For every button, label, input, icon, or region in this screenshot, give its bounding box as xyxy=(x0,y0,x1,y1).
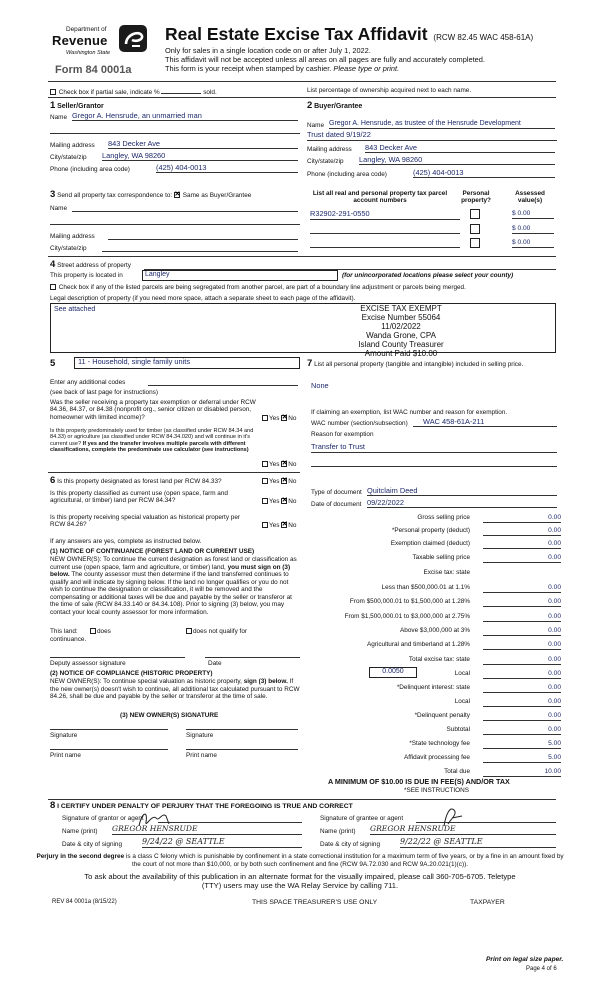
historic-q-text: Is this property receiving special valuation as historical property per RCW 84.26? xyxy=(50,514,241,529)
perjury-bold: Perjury in the second degree xyxy=(36,853,125,860)
sec3-rule xyxy=(48,256,556,257)
timber-yes-no xyxy=(262,461,296,468)
assessed-value-2[interactable]: $ 0.00 xyxy=(512,225,554,234)
tax-line-label: *Delinquent interest: state xyxy=(396,684,470,691)
sec3-city-label: City/state/zip xyxy=(50,245,87,252)
notice1-a: NEW OWNER(S): To continue the current designation as forest land or classification as current use (open space, farm and agriculture, or timber) land, xyxy=(50,556,297,571)
sec7-heading xyxy=(307,359,557,370)
if-yes-note: If any answers are yes, complete as instructed below. xyxy=(50,538,202,545)
local-rate-field[interactable]: 0.0050 xyxy=(369,667,417,678)
sec3-name-field[interactable] xyxy=(72,205,298,212)
tax-line-label: Gross selling price xyxy=(417,514,470,521)
current-use-q-text: Is this property classified as current use (open space, farm and agricultural, or timber) land per RCW 84.34? xyxy=(50,490,228,505)
buyer-num: 2 xyxy=(307,100,313,111)
partial-sale-label: Check box if partial sale, indicate % xyxy=(58,89,160,96)
wac-label: WAC number (section/subsection) xyxy=(311,420,408,427)
perjury-text: is a class C felony which is punishable by confinement in a state correctional institution for a maximum term of five years, or by a fine in an amount fixed by the court of not more than $10,000, or by both such confinement and fine (RCW 9A.72.030 and RCW 9A.20.021(1)(c)). xyxy=(125,853,564,868)
stamp-line: Wanda Grone, CPA xyxy=(366,330,436,340)
current-use-no-checkbox[interactable] xyxy=(281,498,287,504)
timber-yes-checkbox[interactable] xyxy=(262,461,268,467)
located-label: This property is located in xyxy=(50,272,123,279)
timber-question xyxy=(50,428,300,472)
dept-line1: Department of xyxy=(66,26,107,33)
tax-line-value[interactable]: 0.00 xyxy=(483,684,561,693)
dept-line2: Revenue xyxy=(52,33,108,48)
tax-line-label: Above $3,000,000 at 3% xyxy=(400,627,470,634)
grantee-name-field[interactable]: GREGOR HENSRUDE xyxy=(370,825,556,835)
grantee-name-label: Name (print) xyxy=(320,828,356,835)
partial-rule xyxy=(48,97,556,98)
sec3-name-label: Name xyxy=(50,205,68,212)
new-owner-signature-1[interactable] xyxy=(50,722,168,730)
notice2-b: sign (3) below. xyxy=(243,678,288,685)
stamp-line: 11/02/2022 xyxy=(381,321,421,331)
notice2-c: If the new owner(s) doesn't wish to continue, all additional tax calculated pursuant to RCW 84.26, shall be due and payable by the seller or transferor at the time of sale. xyxy=(50,678,300,701)
seller-num: 1 xyxy=(50,100,56,111)
buyer-mail-field[interactable]: 843 Decker Ave xyxy=(365,144,555,153)
notice3-title: (3) NEW OWNER(S) SIGNATURE xyxy=(120,712,219,719)
sec3-num: 3 xyxy=(50,189,56,200)
continuance-label: continuance. xyxy=(50,636,87,643)
grantor-name-label: Name (print) xyxy=(62,828,98,835)
tax-line-value[interactable]: 0.00 xyxy=(483,584,561,593)
personal-checkbox-2[interactable] xyxy=(470,224,480,234)
does-not-option xyxy=(186,628,247,635)
assessed-value-1[interactable]: $ 0.00 xyxy=(512,210,554,219)
partial-sale-checkbox[interactable] xyxy=(50,89,56,95)
current-use-yes-checkbox[interactable] xyxy=(262,498,268,504)
buyer-name-field[interactable]: Gregor A. Hensrude, as trustee of the Hensrude Development xyxy=(329,120,555,129)
no-label: No xyxy=(288,498,297,505)
buyer-city-row xyxy=(307,155,557,168)
parcel-col-header: List all real and personal property tax parcel account numbers xyxy=(312,190,448,205)
personal-checkbox-3[interactable] xyxy=(470,238,480,248)
tax-line-label: Subtotal xyxy=(446,726,470,733)
grantor-name-field[interactable]: GREGOR HENSRUDE xyxy=(112,825,302,835)
location-select[interactable]: Langley xyxy=(142,270,338,281)
tax-line-label: Total excise tax: state xyxy=(408,656,470,663)
street-address-field[interactable] xyxy=(144,260,556,270)
yes-label: Yes xyxy=(269,478,280,485)
doc-date-label: Date of document xyxy=(311,501,362,508)
tax-line-label: Total due xyxy=(444,768,470,775)
tax-line-label: *Delinquent penalty xyxy=(414,712,470,719)
exemption-question xyxy=(50,399,300,429)
sec3-mail-row xyxy=(50,233,300,243)
seller-name-label: Name xyxy=(50,114,68,121)
same-as-buyer-checkbox[interactable] xyxy=(174,192,180,198)
tax-line-value[interactable]: 0.00 xyxy=(483,613,561,622)
buyer-phone-label: Phone (including area code) xyxy=(307,171,387,178)
notice2-title: (2) NOTICE OF COMPLIANCE (HISTORIC PROPERTY) xyxy=(50,670,213,677)
historic-question xyxy=(50,514,300,532)
dept-line3: Washington State xyxy=(66,50,111,56)
doc-type-label: Type of document xyxy=(311,489,362,496)
parcel-field-1[interactable]: R32902-291-0550 xyxy=(310,210,460,220)
seller-phone-row xyxy=(50,163,300,176)
seller-mail-row xyxy=(50,139,300,152)
historic-yes-no xyxy=(262,522,296,529)
new-owner-signature-2[interactable] xyxy=(186,722,298,730)
form-title: Real Estate Excise Tax Affidavit xyxy=(165,24,428,44)
signature-label-1: Signature xyxy=(50,732,78,739)
grantee-signature-field[interactable] xyxy=(416,815,556,823)
tax-line-value[interactable]: 0.00 xyxy=(483,527,561,536)
tax-line-label: Exemption claimed (deduct) xyxy=(390,540,470,547)
seller-name-row xyxy=(50,111,300,124)
tax-line-value[interactable]: 0.00 xyxy=(483,627,561,636)
codes-field[interactable] xyxy=(148,379,298,386)
tax-line-label: From $500,000.01 to $1,500,000 at 1.28% xyxy=(349,598,470,605)
sec3-same-label: Same as Buyer/Grantee xyxy=(182,192,252,199)
tax-line-label: Agricultural and timberland at 1.28% xyxy=(366,641,470,648)
sec8-heading xyxy=(50,801,353,812)
yes-label: Yes xyxy=(269,461,280,468)
seller-phone-label: Phone (including area code) xyxy=(50,166,130,173)
tax-line-label: Affidavit processing fee xyxy=(404,754,470,761)
notice1-title: (1) NOTICE OF CONTINUANCE (FOREST LAND OR CURRENT USE) xyxy=(50,548,255,555)
tax-line-value[interactable]: 0.00 xyxy=(483,598,561,607)
page-number: Page 4 of 6 xyxy=(526,966,557,972)
personal-col-header: Personal property? xyxy=(461,190,491,205)
legal-description-box[interactable] xyxy=(50,303,556,358)
tax-line-label: *State technology fee xyxy=(409,740,470,747)
exemption-no-checkbox[interactable] xyxy=(281,415,287,421)
tax-line-value[interactable]: 0.00 xyxy=(483,656,561,665)
tax-lines xyxy=(307,514,562,776)
property-use-select[interactable]: 11 - Household, single family units xyxy=(74,357,300,369)
sec3-city-field[interactable] xyxy=(102,245,298,252)
no-label: No xyxy=(288,415,297,422)
tax-line-value[interactable]: 0.00 xyxy=(483,641,561,650)
legal-description-text: See attached xyxy=(54,306,96,313)
tax-line-label: Local xyxy=(454,670,470,677)
seller-mail-label: Mailing address xyxy=(50,142,95,149)
doc-date-row xyxy=(311,498,557,511)
form-number: Form 84 0001a xyxy=(55,64,132,76)
does-not-label: does not qualify for xyxy=(193,628,247,635)
historic-yes-checkbox[interactable] xyxy=(262,522,268,528)
alt-format-note: To ask about the availability of this publication in an alternate format for the visually impaired, please call 360-705-6705. Teletype (TTY) users may use the WA Relay Service by calling 711. xyxy=(84,872,516,890)
partial-sale-sold: sold. xyxy=(203,89,217,96)
does-not-checkbox[interactable] xyxy=(186,628,192,634)
sec3-heading xyxy=(50,190,251,201)
sec3-label: Send all property tax correspondence to: xyxy=(57,192,173,199)
perjury-note xyxy=(36,853,564,868)
doc-type-row xyxy=(311,486,557,499)
timber-q-text xyxy=(50,428,262,454)
no-label: No xyxy=(288,461,297,468)
sec5-num: 5 xyxy=(50,358,56,369)
seller-name-line2[interactable] xyxy=(50,133,300,134)
codes-row xyxy=(50,379,300,389)
stamp-line: Amount Paid $10.00 xyxy=(364,348,438,358)
exemption-q-text: Was the seller receiving a property tax exemption or deferral under RCW 84.36, 84.37, or 84.38 (nonprofit org., senior citizen or disabled person, homeowner with limited income)? xyxy=(50,399,256,421)
this-land-row xyxy=(50,628,300,635)
tax-line-label: *Personal property (deduct) xyxy=(391,527,470,534)
tax-line-value[interactable]: 0.00 xyxy=(483,540,561,549)
grantee-date-row xyxy=(320,837,556,851)
notice2-text xyxy=(50,678,300,701)
current-use-question xyxy=(50,490,300,508)
yes-label: Yes xyxy=(269,415,280,422)
assessed-value-3[interactable]: $ 0.00 xyxy=(512,239,554,248)
reason-field[interactable]: Transfer to Trust xyxy=(311,443,557,453)
legal-label: Legal description of property (if you need more space, attach a separate sheet to each page of the affidavit). xyxy=(50,295,356,302)
historic-no-checkbox[interactable] xyxy=(281,522,287,528)
wac-field[interactable]: WAC 458-61A-211 xyxy=(413,418,557,427)
deputy-date-field[interactable] xyxy=(205,650,300,658)
tax-line-label: Local xyxy=(454,698,470,705)
sec5-rule xyxy=(48,472,300,473)
treasurer-stamp xyxy=(336,305,466,359)
forest-question xyxy=(50,476,300,487)
forest-yes-no xyxy=(262,478,296,485)
form-rcw: (RCW 82.45 WAC 458-61A) xyxy=(433,33,534,42)
deputy-signature-field[interactable] xyxy=(50,650,185,658)
exemption-yes-checkbox[interactable] xyxy=(262,415,268,421)
deputy-date-label: Date xyxy=(208,660,222,667)
tax-line-value[interactable]: 0.00 xyxy=(483,712,561,721)
sec3-mail-field[interactable] xyxy=(108,233,298,240)
sec8-num: 8 xyxy=(50,800,56,811)
header-rule xyxy=(48,81,556,82)
sig-grantee-label: Signature of grantee or agent xyxy=(320,815,404,822)
ownership-note: List percentage of ownership acquired next to each name. xyxy=(307,87,472,94)
tax-line-value[interactable]: 0.00 xyxy=(483,698,561,707)
reason-field-line2[interactable] xyxy=(311,466,557,467)
buyer-heading xyxy=(307,101,362,112)
new-owner-print-2[interactable] xyxy=(186,742,298,750)
timber-q-a: Is this property predominately used for timber (as classified under RCW 84.34 and 84.33) or agriculture (as classified under RCW 84.34.020) and will continue in it's current use? xyxy=(50,428,254,447)
does-label: does xyxy=(97,628,111,635)
segregated-checkbox[interactable] xyxy=(50,284,56,290)
signature-label-2: Signature xyxy=(186,732,214,739)
reason-label: Reason for exemption xyxy=(311,431,374,438)
tax-line-value[interactable]: 0.00 xyxy=(483,514,561,523)
header-sub3 xyxy=(165,65,399,74)
parcel-field-2[interactable] xyxy=(310,226,460,234)
sec6-num: 6 xyxy=(50,475,56,486)
sec8-rule xyxy=(48,799,556,800)
personal-checkbox-1[interactable] xyxy=(470,209,480,219)
claim-note: If claiming an exemption, list WAC number and reason for exemption. xyxy=(311,409,508,416)
dor-swirl-icon xyxy=(118,24,150,54)
print-name-label-1: Print name xyxy=(50,752,81,759)
buyer-title: Buyer/Grantee xyxy=(314,103,363,110)
forest-q-text: Is this property designated as forest land per RCW 84.33? xyxy=(57,478,222,485)
forest-no-checkbox[interactable] xyxy=(281,478,287,484)
deputy-label: Deputy assessor signature xyxy=(50,660,126,667)
print-name-label-2: Print name xyxy=(186,752,217,759)
notice2-a: NEW OWNER(S): To continue special valuation as historic property, xyxy=(50,678,242,685)
codes-note: (see back of last page for instructions) xyxy=(50,389,158,396)
no-label: No xyxy=(288,478,297,485)
grantee-date-label: Date & city of signing xyxy=(320,841,381,848)
seller-mail-field[interactable]: 843 Decker Ave xyxy=(108,140,298,149)
sec3-name-row xyxy=(50,205,300,215)
does-checkbox[interactable] xyxy=(90,628,96,634)
stamp-line: Island County Treasurer xyxy=(358,339,444,349)
grantor-date-field[interactable]: 9/24/22 @ SEATTLE xyxy=(142,837,302,848)
header-sub1: Only for sales in a single location code on or after July 1, 2022. xyxy=(165,46,371,55)
grantor-date-row xyxy=(62,837,302,851)
no-label: No xyxy=(288,522,297,529)
does-option xyxy=(90,628,111,635)
sig-grantor-label: Signature of grantor or agent xyxy=(62,815,144,822)
certify-text: I CERTIFY UNDER PENALTY OF PERJURY THAT THE FOREGOING IS TRUE AND CORRECT xyxy=(57,803,353,810)
tax-line-value[interactable]: 5.00 xyxy=(483,754,561,763)
see-instructions: *SEE INSTRUCTIONS xyxy=(404,787,469,794)
sec3-name-line2[interactable] xyxy=(50,224,300,225)
buyer-name-field2[interactable]: Trust dated 9/19/22 xyxy=(307,131,557,141)
tax-line-value[interactable]: 5.00 xyxy=(483,740,561,749)
forest-yes-checkbox[interactable] xyxy=(262,478,268,484)
segregated-row xyxy=(50,284,556,291)
seller-title: Seller/Grantor xyxy=(57,103,104,110)
grantee-date-field[interactable]: 9/22/22 @ SEATTLE xyxy=(400,837,556,848)
minimum-due-note: A MINIMUM OF $10.00 IS DUE IN FEE(S) AND/OR TAX xyxy=(328,777,510,786)
tax-line-label: Less than $500,000.01 at 1.1% xyxy=(381,584,470,591)
sec3-mail-label: Mailing address xyxy=(50,233,95,240)
header-sub3b: Please type or print. xyxy=(333,64,400,73)
parcel-field-3[interactable] xyxy=(310,240,460,248)
exemption-yes-no xyxy=(262,415,296,422)
notice1-b: you must sign on (3) below. xyxy=(50,563,291,579)
tax-line-value[interactable]: 10.00 xyxy=(483,768,561,777)
header-sub2: This affidavit will not be accepted unless all areas on all pages are fully and accurately completed. xyxy=(165,55,485,64)
grantor-date-label: Date & city of signing xyxy=(62,841,123,848)
dor-logo xyxy=(52,24,152,80)
taxpayer-label: TAXPAYER xyxy=(470,899,505,906)
form-title-block xyxy=(165,24,585,44)
partial-sale-row xyxy=(50,87,217,96)
buyer-mail-row xyxy=(307,143,557,156)
header-sub3a: This form is your receipt when stamped by cashier. xyxy=(165,64,332,73)
tax-line-label: Taxable selling price xyxy=(412,554,470,561)
street-label: Street address of property xyxy=(57,262,131,269)
buyer-city-field[interactable]: Langley, WA 98260 xyxy=(359,156,555,165)
assessed-col-header: Assessed value(s) xyxy=(515,190,545,205)
codes-label: Enter any additional codes xyxy=(50,379,126,386)
segregated-label: Check box if any of the listed parcels are being segregated from another parcel, are part of a boundary line adjustment or parcels being merged. xyxy=(58,284,466,291)
sec7-num: 7 xyxy=(307,358,313,369)
treasurer-use: THIS SPACE TREASURER'S USE ONLY xyxy=(252,899,378,906)
buyer-name-label: Name xyxy=(307,122,325,129)
tax-line-value[interactable]: 0.00 xyxy=(483,726,561,735)
wac-row xyxy=(311,417,557,430)
buyer-phone-field[interactable]: (425) 404-0013 xyxy=(413,169,555,178)
tax-line-value[interactable]: 0.00 xyxy=(483,554,561,563)
timber-no-checkbox[interactable] xyxy=(281,461,287,467)
sec4-num: 4 xyxy=(50,259,56,270)
sec4-located-row xyxy=(50,272,556,284)
seller-city-label: City/state/zip xyxy=(50,154,87,161)
grantor-signature-field[interactable] xyxy=(158,815,302,823)
doc-date-field[interactable]: 09/22/2022 xyxy=(367,499,557,508)
timber-q-b: If yes and the transfer involves multiple parcels with different classifications, complete the predominate use calculator (see instructions) xyxy=(50,440,249,454)
legal-paper-note: Print on legal size paper. xyxy=(486,956,564,963)
sec7-label: List all personal property (tangible and intangible) included in selling price. xyxy=(314,361,524,368)
stamp-line: EXCISE TAX EXEMPT xyxy=(360,304,442,313)
partial-sale-pct-field[interactable] xyxy=(161,87,201,94)
seller-city-field[interactable]: Langley, WA 98260 xyxy=(102,152,298,161)
yes-label: Yes xyxy=(269,522,280,529)
sec3-city-row xyxy=(50,245,300,255)
current-use-yes-no xyxy=(262,498,296,505)
notice1-text xyxy=(50,556,300,616)
buyer-phone-row xyxy=(307,168,557,181)
doc-type-field[interactable]: Quitclaim Deed xyxy=(367,487,557,496)
stamp-line: Excise Number 55064 xyxy=(361,312,441,322)
yes-label: Yes xyxy=(269,498,280,505)
rev-code: REV 84 0001a (8/15/22) xyxy=(52,899,117,905)
tax-line-label: Excise tax: state xyxy=(423,569,470,576)
buyer-city-label: City/state/zip xyxy=(307,158,344,165)
located-note: (for unincorporated locations please select your county) xyxy=(342,272,514,279)
buyer-mail-label: Mailing address xyxy=(307,146,352,153)
tax-line-value[interactable]: 0.00 xyxy=(483,670,561,679)
seller-phone-field[interactable]: (425) 404-0013 xyxy=(156,164,298,173)
seller-name-field[interactable]: Gregor A. Hensrude, an unmarried man xyxy=(72,112,298,121)
new-owner-print-1[interactable] xyxy=(50,742,168,750)
personal-property-field[interactable]: None xyxy=(311,381,329,390)
this-land-label: This land: xyxy=(50,628,78,635)
tax-line-label: From $1,500,000.01 to $3,000,000 at 2.75% xyxy=(344,613,470,620)
notice1-c: The county assessor must then determine if the land transferred continues to qualify and will indicate by signing below. If the land no longer qualifies or you do not wish to continue the designation or classification, it will be removed and the compensating or additional taxes will be due and payable by the seller or transferor at the time of sale (RCW 84.33.140 or 84.34.108). Prior to signing (3) below, you may contact your local county assessor for more information. xyxy=(50,571,292,616)
